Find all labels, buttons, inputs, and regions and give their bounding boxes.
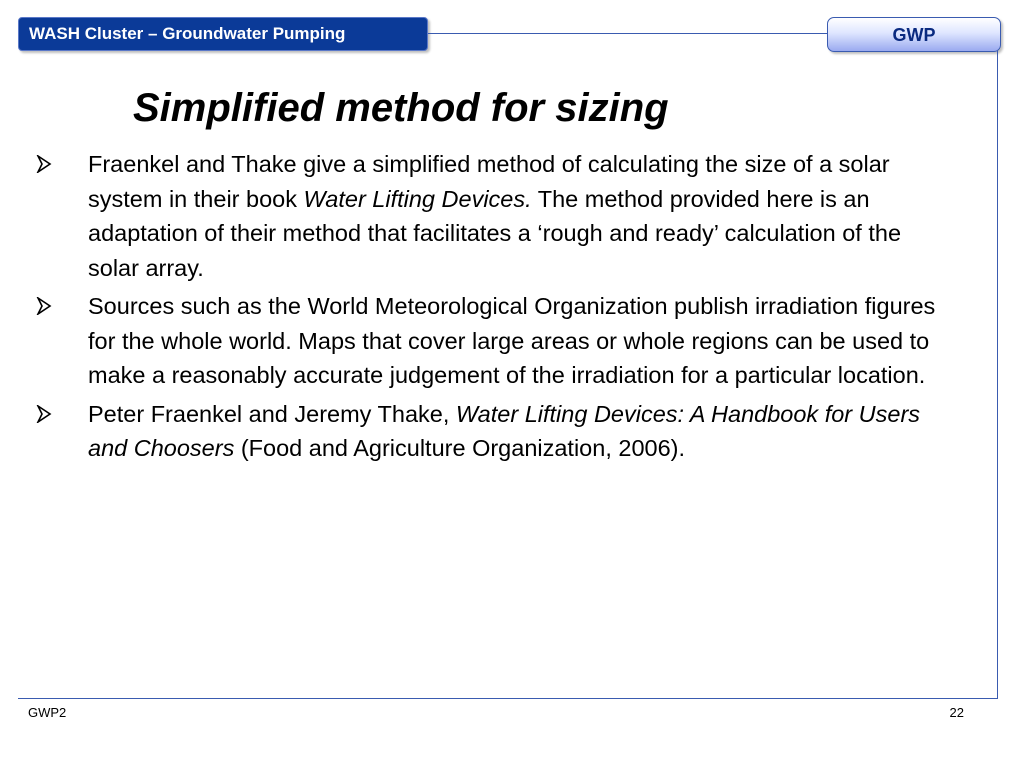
brand-label: GWP xyxy=(892,25,936,45)
book-title: Water Lifting Devices: A Handbook for Users and Choosers xyxy=(88,400,921,461)
bullet-text: Sources such as the World Meteorological Organization publish irradiation figures for the whole world. Maps that cover large areas or whole regions can be used to make a reasonably accurate judgement of the irradiation for a particular location. xyxy=(88,293,936,388)
bullet-text: Fraenkel and Thake give a simplified method of calculating the size of a solar system in their book xyxy=(88,151,890,212)
page-number: 22 xyxy=(949,705,964,720)
brand-badge xyxy=(827,17,1001,52)
arrowhead-bullet-icon xyxy=(36,289,56,315)
arrowhead-bullet-icon xyxy=(36,147,56,173)
section-header-label: WASH Cluster – Groundwater Pumping xyxy=(29,24,346,43)
bullet-text: (Food and Agriculture Organization, 2006). xyxy=(234,435,686,461)
header-divider xyxy=(428,33,828,34)
slide-title: Simplified method for sizing xyxy=(133,86,669,130)
bullet-list xyxy=(36,147,941,470)
section-header-badge xyxy=(18,17,428,51)
bullet-item xyxy=(36,147,941,285)
arrowhead-bullet-icon xyxy=(36,397,56,423)
book-title: Water Lifting Devices. xyxy=(303,185,532,212)
footer-label: GWP2 xyxy=(28,705,67,720)
bullet-text: Peter Fraenkel and Jeremy Thake, xyxy=(88,400,456,427)
bullet-item xyxy=(36,289,941,393)
bullet-text: The method provided here is an adaptation of their method that facilitates a ‘rough and ready’ calculation of the solar array. xyxy=(88,185,902,281)
bullet-item xyxy=(36,397,941,466)
